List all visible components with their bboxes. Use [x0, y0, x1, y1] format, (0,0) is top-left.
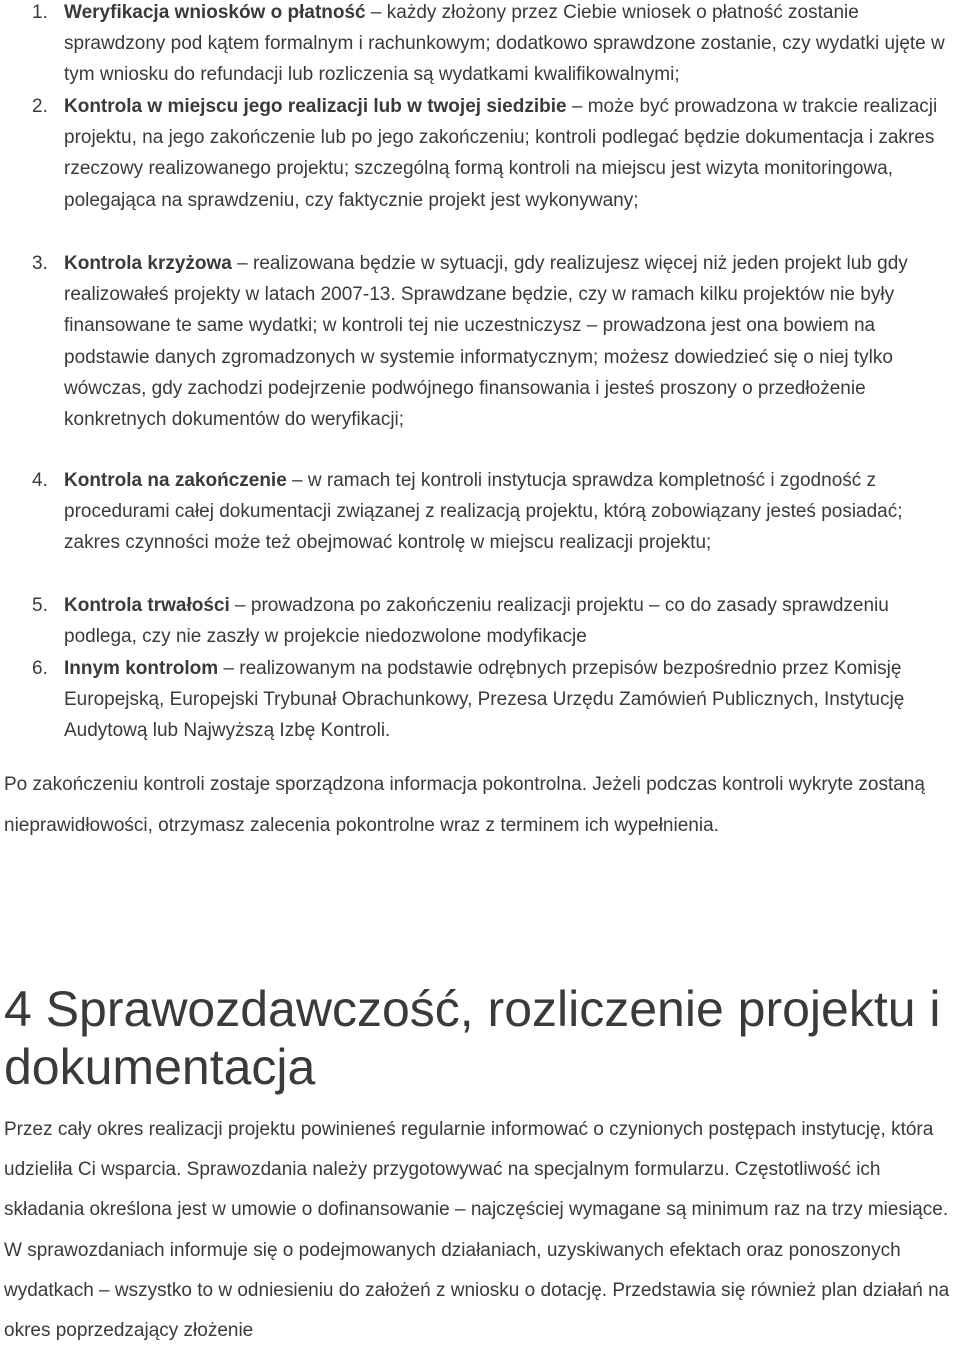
list-item-number: 1. — [32, 2, 48, 23]
list-item-text: – w ramach tej kontroli instytucja sprawdza kompletność i zgodność z procedurami całej dokumentacji związanej z realizacją projektu, którą zobowiązany jesteś posiadać; zakres czynności może też obejmować kontrolę w miejscu realizacji projektu; — [64, 470, 903, 554]
list-item-number: 6. — [32, 658, 48, 679]
list-item-text: – realizowana będzie w sytuacji, gdy realizujesz więcej niż jeden projekt lub gdy realizowałeś projekty w latach 2007-13. Sprawdzane będzie, czy w ramach kilku projektów nie były finansowane te same wydatki; w kontroli tej nie uczestniczysz – prowadzona jest ona bowiem na podstawie danych zgromadzonych w systemie informatycznym; możesz dowiedzieć się o niej tylko wówczas, gdy zachodzi podejrzenie podwójnego finansowania i jesteś proszony o przedłożenie konkretnych dokumentów do weryfikacji; — [64, 253, 908, 431]
list-item-lead: Kontrola w miejscu jego realizacji lub w twojej siedzibie — [64, 96, 567, 117]
list-item — [32, 653, 954, 747]
list-item-number: 2. — [32, 96, 48, 117]
list-item-lead: Kontrola na zakończenie — [64, 470, 287, 491]
list-item-lead: Kontrola trwałości — [64, 595, 230, 616]
list-item-number: 5. — [32, 595, 48, 616]
list-item-text: – realizowanym na podstawie odrębnych przepisów bezpośrednio przez Komisję Europejską, Europejski Trybunał Obrachunkowy, Prezesa Urzędu Zamówień Publicznych, Instytucję Audytową lub Najwyższą Izbę Kontroli. — [64, 658, 905, 742]
list-item-text: – każdy złożony przez Ciebie wniosek o płatność zostanie sprawdzony pod kątem formalnym i rachunkowym; dodatkowo sprawdzone zostanie, czy wydatki ujęte w tym wniosku do refundacji lub rozliczenia są wydatkami kwalifikowalnymi; — [64, 2, 945, 86]
section-heading: 4 Sprawozdawczość, rozliczenie projektu i dokumentacja — [4, 981, 941, 1095]
list-item — [32, 465, 954, 559]
post-control-paragraph: Po zakończeniu kontroli zostaje sporządzona informacja pokontrolna. Jeżeli podczas kontroli wykryte zostaną nieprawidłowości, otrzymasz zalecenia pokontrolne wraz z terminem ich wypełnienia. — [4, 774, 925, 836]
section-paragraph: Przez cały okres realizacji projektu powinieneś regularnie informować o czynionych postępach instytucję, która udzieliła Ci wsparcia. Sprawozdania należy przygotowywać na specjalnym formularzu. Częstotliwość ich składania określona jest w umowie o dofinansowanie – najczęściej wymagane są minimum raz na trzy miesiące. W sprawozdaniach informuje się o podejmowanych działaniach, uzyskiwanych efektach oraz ponoszonych wydatkach – wszystko to w odniesieniu do założeń z wniosku o dotację. Przedstawia się również plan działań na okres poprzedzający złożenie — [4, 1119, 950, 1342]
list-item-text: – prowadzona po zakończeniu realizacji projektu – co do zasady sprawdzeniu podlega, czy nie zaszły w projekcie niedozwolone modyfikacje — [64, 595, 889, 648]
list-item-lead: Innym kontrolom — [64, 658, 219, 679]
list-item-number: 3. — [32, 253, 48, 274]
list-item — [32, 0, 954, 91]
list-item — [32, 590, 954, 652]
list-item-lead: Weryfikacja wniosków o płatność — [64, 2, 366, 23]
list-item — [32, 248, 954, 435]
list-item — [32, 91, 954, 216]
list-item-lead: Kontrola krzyżowa — [64, 253, 232, 274]
list-item-text: – może być prowadzona w trakcie realizacji projektu, na jego zakończenie lub po jego zakończeniu; kontroli podlegać będzie dokumentacja i zakres rzeczowy realizowanego projektu; szczególną formą kontroli na miejscu jest wizyta monitoringowa, polegająca na sprawdzeniu, czy faktycznie projekt jest wykonywany; — [64, 96, 938, 211]
list-item-number: 4. — [32, 470, 48, 491]
